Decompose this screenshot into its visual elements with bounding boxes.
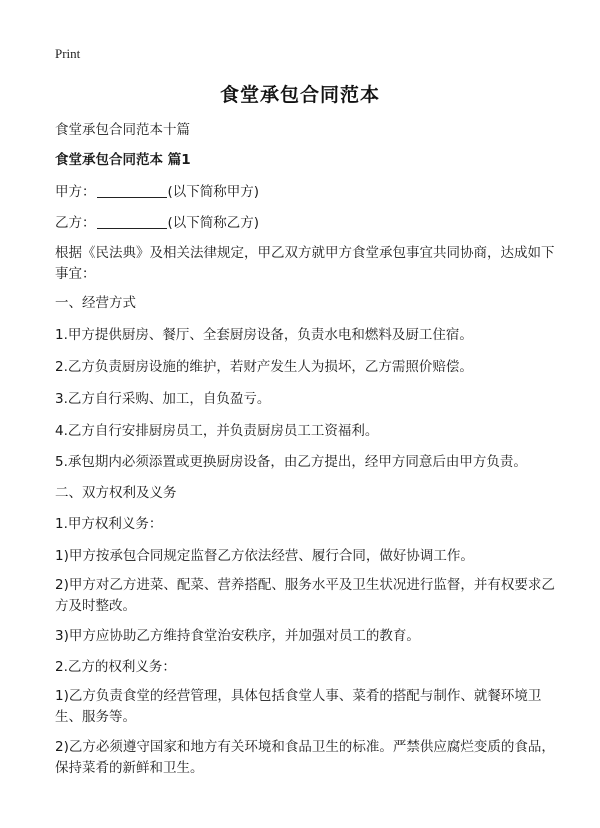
- party-b-label: 乙方：: [55, 215, 96, 231]
- party-a-label: 甲方：: [55, 184, 96, 200]
- section-heading: 食堂承包合同范本 篇1: [55, 152, 191, 168]
- sub2-item: 2)乙方必须遵守国家和地方有关环境和食品卫生的标准。严禁供应腐烂变质的食品，保持菜肴的新鲜和卫生。: [55, 739, 555, 776]
- party-b-suffix: (以下简称乙方): [167, 215, 260, 231]
- section1-item: 3.乙方自行采购、加工，自负盈亏。: [55, 391, 271, 407]
- section1-item: 4.乙方自行安排厨房员工，并负责厨房员工工资福利。: [55, 423, 379, 439]
- document-subtitle: 食堂承包合同范本十篇: [55, 122, 190, 138]
- party-b-line: [55, 213, 259, 233]
- section1-item: 2.乙方负责厨房设施的维护，若财产发生人为损坏，乙方需照价赔偿。: [55, 359, 473, 375]
- sub1-item: 1)甲方按承包合同规定监督乙方依法经营、履行合同，做好协调工作。: [55, 548, 474, 564]
- party-a-line: [55, 182, 259, 202]
- party-a-suffix: (以下简称甲方): [167, 184, 260, 200]
- print-link[interactable]: Print: [55, 46, 81, 61]
- sub1-item: 2)甲方对乙方进菜、配菜、营养搭配、服务水平及卫生状况进行监督，并有权要求乙方及时整改。: [55, 577, 555, 614]
- party-a-blank: [97, 183, 167, 198]
- section1-item: 5.承包期内必须添置或更换厨房设备，由乙方提出，经甲方同意后由甲方负责。: [55, 454, 527, 470]
- sub2-item: 1)乙方负责食堂的经营管理，具体包括食堂人事、菜肴的搭配与制作、就餐环境卫生、服务等。: [55, 688, 542, 725]
- intro-paragraph: 根据《民法典》及相关法律规定，甲乙双方就甲方食堂承包事宜共同协商，达成如下事宜：: [55, 245, 555, 282]
- sub1-item: 3)甲方应协助乙方维持食堂治安秩序，并加强对员工的教育。: [55, 628, 420, 644]
- section2-title: 二、双方权利及义务: [55, 485, 177, 501]
- section2-sub2-title: 2.乙方的权利义务：: [55, 659, 176, 675]
- section1-item: 1.甲方提供厨房、餐厅、全套厨房设备，负责水电和燃料及厨工住宿。: [55, 327, 473, 343]
- party-b-blank: [97, 214, 167, 229]
- document-title: 食堂承包合同范本: [219, 84, 380, 106]
- section1-title: 一、经营方式: [55, 295, 136, 311]
- section2-sub1-title: 1.甲方权利义务：: [55, 516, 163, 532]
